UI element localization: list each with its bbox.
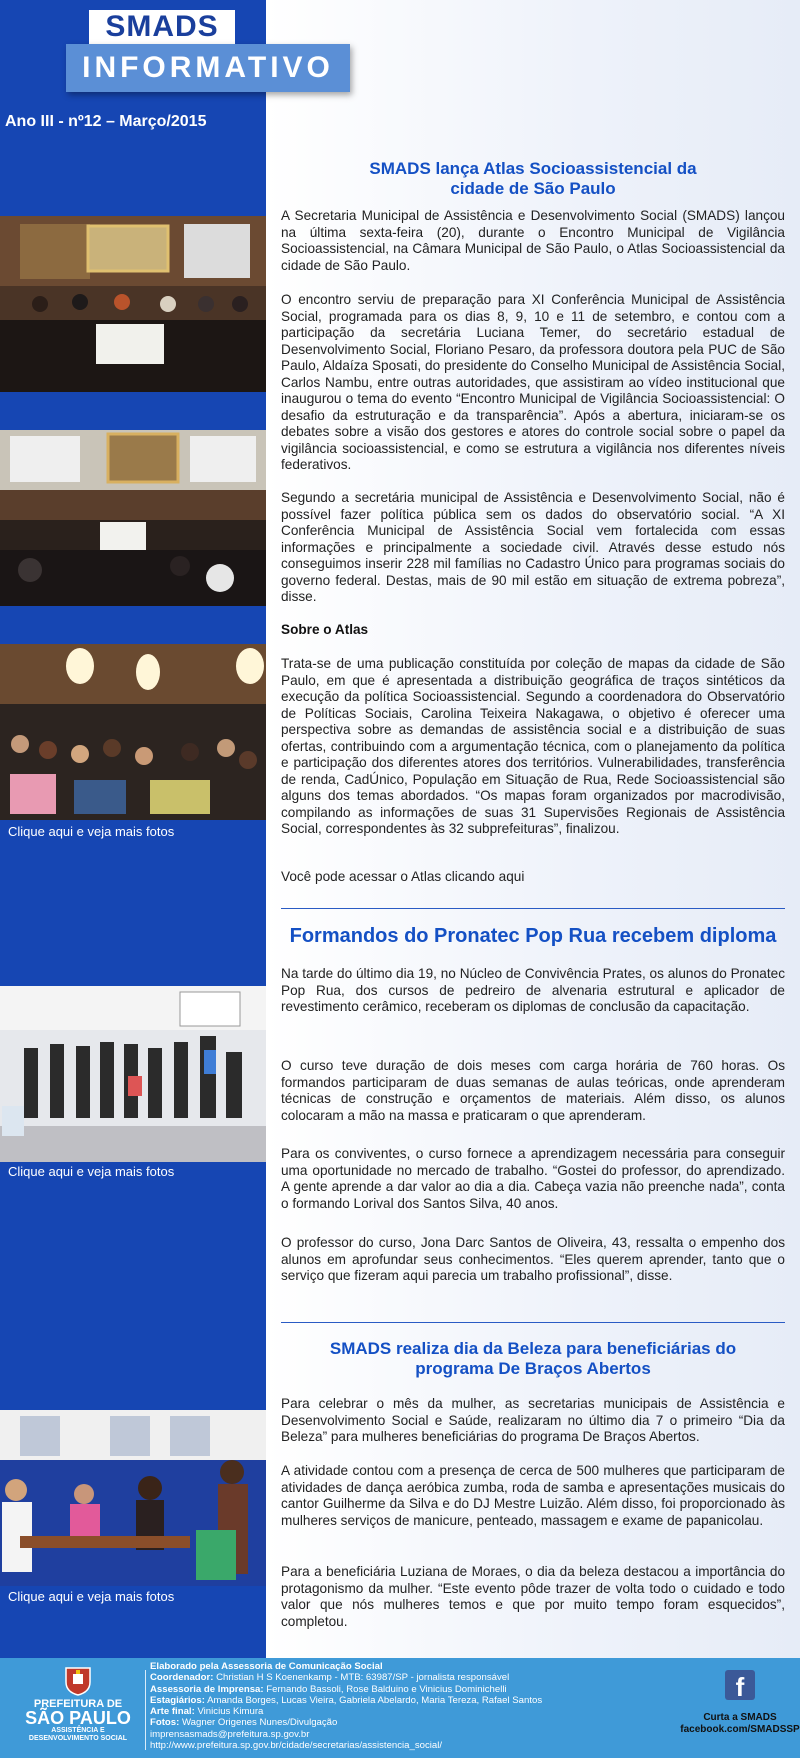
more-photos-link-beauty[interactable]: Clique aqui e veja mais fotos bbox=[8, 1589, 175, 1604]
logo-line3: ASSISTÊNCIA E bbox=[51, 1727, 105, 1734]
photo-atlas-crowd bbox=[0, 644, 266, 820]
article-title-beauty-line2: programa De Braços Abertos bbox=[415, 1359, 651, 1378]
photo-atlas-audience bbox=[0, 430, 266, 606]
article-title-atlas-line1: SMADS lança Atlas Socioassistencial da bbox=[369, 159, 697, 178]
article-title-pronatec: Formandos do Pronatec Pop Rua recebem diploma bbox=[289, 925, 777, 947]
photo-pronatec-graduates bbox=[0, 986, 266, 1162]
more-photos-link-pronatec[interactable]: Clique aqui e veja mais fotos bbox=[8, 1164, 175, 1179]
atlas-access-link[interactable]: Você pode acessar o Atlas clicando aqui bbox=[281, 869, 525, 884]
credits-title: Elaborado pela Assessoria de Comunicação Social bbox=[150, 1661, 383, 1672]
article-paragraph: Na tarde do último dia 19, no Núcleo de Convivência Prates, os alunos do Pronatec Pop Rua, dos cursos de pedreiro de alvenaria estrutural e aplicador de revestimento cerâmico, receberam os diplomas de conclusão da capacitação. bbox=[281, 966, 785, 1014]
prefeitura-logo bbox=[16, 1666, 140, 1754]
credits bbox=[150, 1661, 590, 1751]
photo-atlas-panel bbox=[0, 216, 266, 392]
article-paragraph: A Secretaria Municipal de Assistência e Desenvolvimento Social (SMADS) lançou na última sexta-feira (20), durante o Encontro Municipal de Vigilância Socioassistencial, na Câmara Municipal de São Paulo, o Atlas Socioassistencial da cidade de São Paulo. bbox=[281, 208, 785, 273]
article-paragraph: O curso teve duração de dois meses com carga horária de 760 horas. Os formandos participaram de duas semanas de aulas teóricas, onde aprenderam técnicas de construção e orçamentos de materiais. Além disso, os alunos colocaram a mão na massa e praticaram o que aprenderam. bbox=[281, 1058, 785, 1123]
article-title-atlas-line2: cidade de São Paulo bbox=[450, 179, 616, 198]
coord-label: Coordenador: bbox=[150, 1672, 214, 1684]
press-label: Assessoria de Imprensa: bbox=[150, 1683, 264, 1695]
city-crest-icon bbox=[64, 1666, 92, 1696]
article-title-beauty-line1: SMADS realiza dia da Beleza para beneficiárias do bbox=[329, 1339, 737, 1358]
article-paragraph: Para a beneficiária Luziana de Moraes, o dia da beleza destacou a importância do protagonismo da mulher. “Este evento pôde trazer de volta todo o cuidado e todo valor que nós mulheres temos e que por muito tempo foram esquecidos”, completou. bbox=[281, 1564, 785, 1629]
logo-line2: SÃO PAULO bbox=[25, 1708, 131, 1728]
facebook-cta: Curta a SMADS bbox=[703, 1712, 777, 1723]
issue-label: Ano III - nº12 – Março/2015 bbox=[5, 113, 207, 130]
facebook-block[interactable] bbox=[680, 1670, 800, 1736]
coord-value: Christian H S Koenenkamp - MTB: 63987/SP - jornalista responsável bbox=[216, 1672, 510, 1684]
photo-beauty-day bbox=[0, 1410, 266, 1586]
interns-label: Estagiários: bbox=[150, 1694, 205, 1706]
contact-email[interactable]: imprensasmads@prefeitura.sp.gov.br bbox=[150, 1728, 310, 1740]
article-paragraph: Trata-se de uma publicação constituída por coleção de mapas da cidade de São Paulo, em que é apresentada a distribuição geográfica de traços sintéticos da execução da política Socioassistencial. Segundo a coordenadora do Observatório de Políticas Sociais, Carolina Teixeira Nakagawa, o objetivo é oferecer uma perspectiva sobre as demandas de assistência social e a distribuição de suas ofertas, contribuindo com a argumentação técnica, com o planejamento da política e participação dos diferentes atores dos territórios. Vulnerabilidades, transferência de renda, CadÚnico, População em Situação de Rua, Rede Socioassistencial são alguns dos temas abordados. “Os mapas foram organizados por macrodivisão, compilando as informações de suas 31 Supervisões Regionais de Assistência Social, correspondentes às 32 subprefeituras”, finalizou. bbox=[281, 656, 785, 836]
footer bbox=[0, 1658, 800, 1758]
footer-divider bbox=[145, 1670, 146, 1750]
logo-line4: DESENVOLVIMENTO SOCIAL bbox=[28, 1735, 128, 1742]
article-divider bbox=[281, 1322, 785, 1323]
article-divider bbox=[281, 908, 785, 909]
website-url[interactable]: http://www.prefeitura.sp.gov.br/cidade/secretarias/assistencia_social/ bbox=[150, 1740, 443, 1752]
press-value: Fernando Bassoli, Rose Balduino e Vinicius Dominichelli bbox=[266, 1683, 507, 1695]
article-title-beauty bbox=[281, 1339, 785, 1379]
logo-line1: PREFEITURA DE bbox=[33, 1698, 123, 1710]
article-paragraph: A atividade contou com a presença de cerca de 500 mulheres que participaram de atividades de dança aeróbica zumba, roda de samba e apresentações musicais do cantor Guilherme da Silva e do DJ Mestre Luizão. Além disso, foi proporcionado às mulheres serviços de manicure, penteado, massagem e exame de papanicolau. bbox=[281, 1463, 785, 1528]
photos-value: Wagner Origenes Nunes/Divulgação bbox=[181, 1717, 338, 1729]
facebook-url[interactable]: facebook.com/SMADSSP bbox=[680, 1724, 800, 1735]
brand-logo-bottom: INFORMATIVO bbox=[66, 44, 350, 92]
article-paragraph: Para celebrar o mês da mulher, as secretarias municipais de Assistência e Desenvolvimento Social e Saúde, realizaram no último dia 7 o primeiro “Dia da Beleza” para mulheres beneficiárias do programa De Braços Abertos. bbox=[281, 1396, 785, 1444]
facebook-icon[interactable]: f bbox=[725, 1670, 755, 1700]
brand-logo-top: SMADS bbox=[89, 10, 235, 44]
article-title-atlas bbox=[281, 159, 785, 199]
art-value: Vinicius Kimura bbox=[197, 1706, 264, 1718]
article-paragraph: Segundo a secretária municipal de Assistência e Desenvolvimento Social, não é possível fazer política pública sem os dados do observatório social. “A XI Conferência Municipal de Assistência Social vem fortalecida com essas informações e principalmente a sociedade civil. Através desse estudo nós conseguimos inserir 228 mil famílias no Cadastro Único para programas sociais do governo federal. Destas, mais de 90 mil estão em situação de extrema pobreza”, disse. bbox=[281, 490, 785, 604]
art-label: Arte final: bbox=[150, 1706, 195, 1718]
photos-label: Fotos: bbox=[150, 1717, 180, 1729]
article-paragraph: O professor do curso, Jona Darc Santos de Oliveira, 43, ressalta o empenho dos alunos em aprofundar seus conhecimentos. “Eles querem aprender, tanto que o serviço que fizeram aqui parecia um trabalho profissional”, disse. bbox=[281, 1235, 785, 1283]
more-photos-link-atlas[interactable]: Clique aqui e veja mais fotos bbox=[8, 824, 175, 839]
article-subhead: Sobre o Atlas bbox=[281, 622, 369, 637]
article-paragraph: O encontro serviu de preparação para XI Conferência Municipal de Assistência Social, programada para os dias 8, 9, 10 e 11 de setembro, e contou com a participação da secretária Luciana Temer, do secretário estadual de Desenvolvimento Social, Floriano Pesaro, da professora doutora pela PUC de São Paulo, Aldaíza Sposati, do presidente do Conselho Municipal de Assistência Social, Carlos Nambu, entre outras autoridades, que assistiram ao vídeo institucional que inaugurou o tema do evento “Encontro Municipal de Vigilância Socioassistencial: O desafio da estruturação e da transparência”. Após a abertura, iniciaram-se os debates sobre a visão dos gestores e atores do controle social sobre o papel da vigilância socioassistencial, e como se estrutura a vigilância nos diferentes níveis federativos. bbox=[281, 292, 785, 472]
interns-value: Amanda Borges, Lucas Vieira, Gabriela Abelardo, Maria Tereza, Rafael Santos bbox=[207, 1694, 543, 1706]
article-paragraph: Para os conviventes, o curso fornece a aprendizagem necessária para conseguir uma oportunidade no mercado de trabalho. “Gostei do professor, do aprendizado. A gente aprende a dar valor ao dia a dia. Cabeça vazia não preenche nada”, conta o formando Lorival dos Santos Silva, 40 anos. bbox=[281, 1146, 785, 1211]
